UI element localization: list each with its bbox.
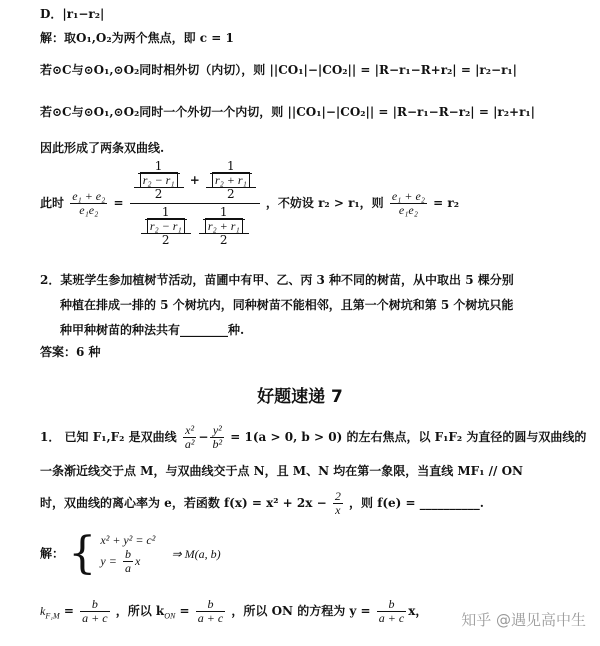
eccentricity-ratio-line: [40, 160, 459, 247]
question-1-line-3: [40, 490, 484, 517]
question-2-line-2: 种植在排成一排的 5 个树坑内，同种树苗不能相邻，且第一个树坑和第 5 个树坑只能: [60, 298, 514, 312]
rhs-den: e₁e₂: [398, 203, 418, 217]
answer-line: 答案：6 种: [40, 345, 101, 359]
ac1: a + c: [82, 611, 108, 625]
question-2-line-3: 种甲种树苗的种法共有________种.: [60, 323, 245, 337]
equation-system: [100, 533, 155, 575]
lhs-fraction: [70, 190, 107, 217]
k-sub-1: F₁M: [45, 611, 60, 621]
ac2: a + c: [197, 611, 224, 625]
b-over-ac-3: [377, 598, 406, 625]
den-half-2: [199, 206, 249, 247]
case-external-tangent: 若⊙C与⊙O₁,⊙O₂同时相外切（内切），则 ||CO₁|−|CO₂|| = |R−r₁−R+r₂| = |r₂−r₁|: [40, 63, 518, 77]
b1: b: [80, 598, 109, 612]
nf2-inner: [210, 160, 252, 187]
b3: b: [377, 598, 406, 612]
option-d: D．|r₁−r₂|: [40, 7, 105, 21]
left-brace: {: [68, 528, 97, 579]
q1-l1-suffix: = 1(a > 0, b > 0) 的左右焦点，以 F₁F₂ 为直径的圆与双曲线的: [230, 430, 587, 444]
plus-sign: +: [189, 173, 200, 187]
case-mixed-tangent: 若⊙C与⊙O₁,⊙O₂同时一个外切一个内切，则 ||CO₁|−|CO₂|| = |R−r₁−R−r₂| = |r₂+r₁|: [40, 105, 536, 119]
rhs-num: e₁ + e₂: [391, 189, 425, 203]
conclusion-line: 因此形成了两条双曲线.: [40, 141, 165, 155]
q1-l3-suffix: ，则 f(e) = __________.: [349, 496, 484, 510]
eq-2: =: [179, 604, 190, 618]
num-half-2: [206, 160, 256, 201]
k-sub-2: ON: [164, 611, 176, 621]
b2-num: b: [196, 598, 225, 612]
a-den: a: [125, 561, 132, 575]
minus-sign: −: [198, 430, 209, 444]
x2: x²: [183, 424, 197, 438]
b-num: b: [125, 547, 132, 561]
nf1-inner-top: 1: [138, 160, 180, 174]
df2-inner: [203, 206, 245, 233]
df2-inner-box: r₂ + r₁: [205, 218, 243, 234]
eq-1: =: [63, 604, 74, 618]
slope-line: [40, 598, 427, 625]
den-half-1: [141, 206, 191, 247]
x-end: x，: [408, 604, 428, 618]
nf1-inner: [138, 160, 180, 187]
df1-inner: [145, 206, 187, 233]
b-over-a: [123, 548, 133, 575]
lhs-den: e₁e₂: [79, 203, 99, 217]
ratio-prefix: 此时: [40, 196, 65, 210]
solution-2-system: [40, 528, 221, 579]
y2-over-b2: [210, 424, 224, 451]
system-eq-2: [100, 548, 155, 575]
df1-den: 2: [161, 233, 170, 247]
nf1: [134, 160, 184, 188]
system-result: ⇒ M(a, b): [171, 546, 221, 561]
nf1-den: 2: [154, 187, 163, 201]
big-fraction: [130, 160, 260, 247]
ratio-mid: ，不妨设 r₂ > r₁，则: [265, 196, 384, 210]
a2: a²: [184, 437, 195, 451]
b-over-ac-1: [80, 598, 109, 625]
equals-sign: =: [113, 196, 124, 210]
watermark: 知乎 @遇见高中生: [461, 611, 586, 629]
nf2-den: 2: [227, 187, 235, 201]
two: 2: [334, 489, 341, 503]
nf2-inner-box: r₂ + r₁: [212, 172, 250, 188]
num-half-1: [134, 160, 184, 201]
big-denominator: [130, 204, 260, 247]
df2-den: 2: [219, 233, 228, 247]
y2: y²: [210, 424, 224, 438]
b-over-ac-2: [196, 598, 225, 625]
ratio-end: = r₂: [433, 196, 459, 210]
question-1-line-2: 一条渐近线交于点 M，与双曲线交于点 N，且 M、N 均在第一象限，当直线 MF₁ // ON: [40, 464, 523, 478]
df2-inner-top: 1: [203, 206, 245, 220]
solution-line-1: 解：取O₁,O₂为两个焦点，即 c = 1: [40, 31, 234, 45]
so-k: ，所以 k: [115, 604, 165, 618]
question-1-line-1: [40, 424, 586, 451]
k-1: k: [40, 604, 46, 618]
x2-over-a2: [183, 424, 197, 451]
df2: [199, 206, 249, 234]
big-numerator: [130, 160, 260, 204]
df1: [141, 206, 191, 234]
so-on-eq: ，所以 ON 的方程为 y =: [231, 604, 371, 618]
question-2-line-1: 2．某班学生参加植树节活动，苗圃中有甲、乙、丙 3 种不同的树苗，从中取出 5 棵分别: [40, 273, 514, 287]
solution-2-label: 解：: [40, 546, 65, 561]
q1-l1-prefix: 1． 已知 F₁,F₂ 是双曲线: [40, 430, 177, 444]
df1-inner-box: r₂ − r₁: [147, 218, 185, 234]
system-eq-1: x² + y² = c²: [100, 533, 156, 547]
section-title: 好题速递 7: [257, 387, 343, 407]
sys2-lhs: y =: [100, 554, 117, 568]
two-over-x: [333, 490, 343, 517]
nf1-inner-box: r₂ − r₁: [140, 172, 178, 188]
ac3: a + c: [378, 611, 405, 625]
rhs-fraction: [390, 190, 427, 217]
b2: b²: [212, 437, 223, 451]
lhs-num: e₁ + e₂: [72, 189, 106, 203]
sys2-x: x: [135, 554, 141, 568]
q1-l3-prefix: 时，双曲线的离心率为 e，若函数 f(x) = x² + 2x −: [40, 496, 327, 510]
nf2-inner-top: 1: [210, 160, 252, 174]
df1-inner-top: 1: [145, 206, 187, 220]
x-den: x: [335, 503, 341, 517]
nf2: [206, 160, 256, 188]
